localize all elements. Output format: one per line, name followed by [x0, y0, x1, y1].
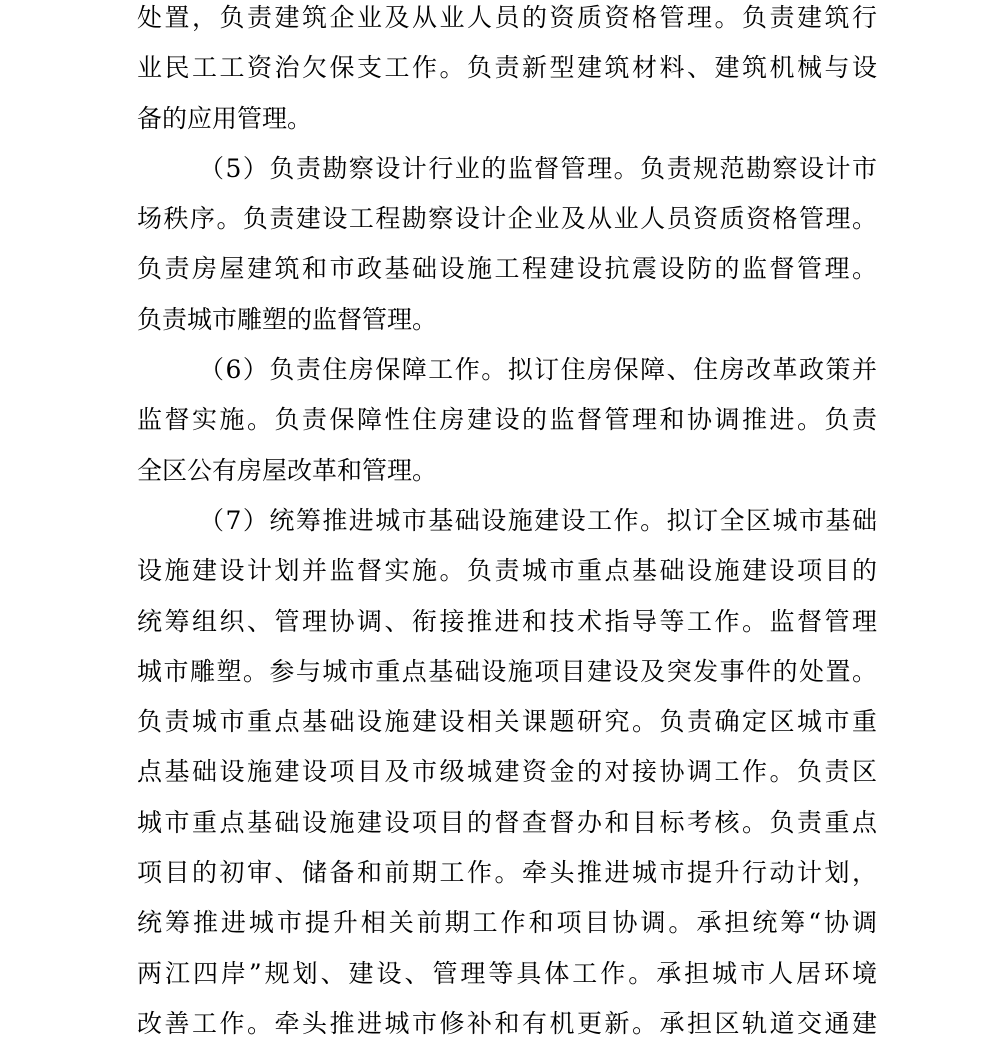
text-line: 备的应用管理。	[137, 103, 313, 133]
text-line: 全区公有房屋改革和管理。	[137, 455, 438, 485]
text-line: 监督实施。负责保障性住房建设的监督管理和协调推进。负责	[137, 405, 877, 435]
text-line: 改善工作。牵头推进城市修补和有机更新。承担区轨道交通建	[137, 1008, 877, 1038]
body-text	[137, 0, 877, 1049]
text-line: 项目的初审、储备和前期工作。牵头推进城市提升行动计划，	[137, 858, 877, 888]
text-line: 统筹组织、管理协调、衔接推进和技术指导等工作。监督管理	[137, 606, 877, 636]
text-line: 处置，负责建筑企业及从业人员的资质资格管理。负责建筑行	[137, 3, 877, 32]
text-line: 城市重点基础设施建设项目的督查督办和目标考核。负责重点	[137, 807, 877, 837]
text-line: （5）负责勘察设计行业的监督管理。负责规范勘察设计市	[199, 153, 877, 183]
text-line: 城市雕塑。参与城市重点基础设施项目建设及突发事件的处置。	[137, 656, 877, 686]
text-line: 业民工工资治欠保支工作。负责新型建筑材料、建筑机械与设	[137, 53, 877, 83]
text-line: 两江四岸”规划、建设、管理等具体工作。承担城市人居环境	[137, 958, 877, 988]
text-line: 场秩序。负责建设工程勘察设计企业及从业人员资质资格管理。	[137, 204, 877, 234]
text-line: 负责城市重点基础设施建设相关课题研究。负责确定区城市重	[137, 707, 877, 737]
text-line: 负责房屋建筑和市政基础设施工程建设抗震设防的监督管理。	[137, 254, 877, 284]
text-line: 点基础设施建设项目及市级城建资金的对接协调工作。负责区	[137, 757, 877, 787]
text-line: 统筹推进城市提升相关前期工作和项目协调。承担统筹“协调	[137, 908, 877, 938]
text-line: （7）统筹推进城市基础设施建设工作。拟订全区城市基础	[199, 505, 877, 535]
text-line: 设施建设计划并监督实施。负责城市重点基础设施建设项目的	[137, 556, 877, 586]
text-line: （6）负责住房保障工作。拟订住房保障、住房改革政策并	[199, 355, 877, 385]
text-line: 负责城市雕塑的监督管理。	[137, 304, 438, 334]
